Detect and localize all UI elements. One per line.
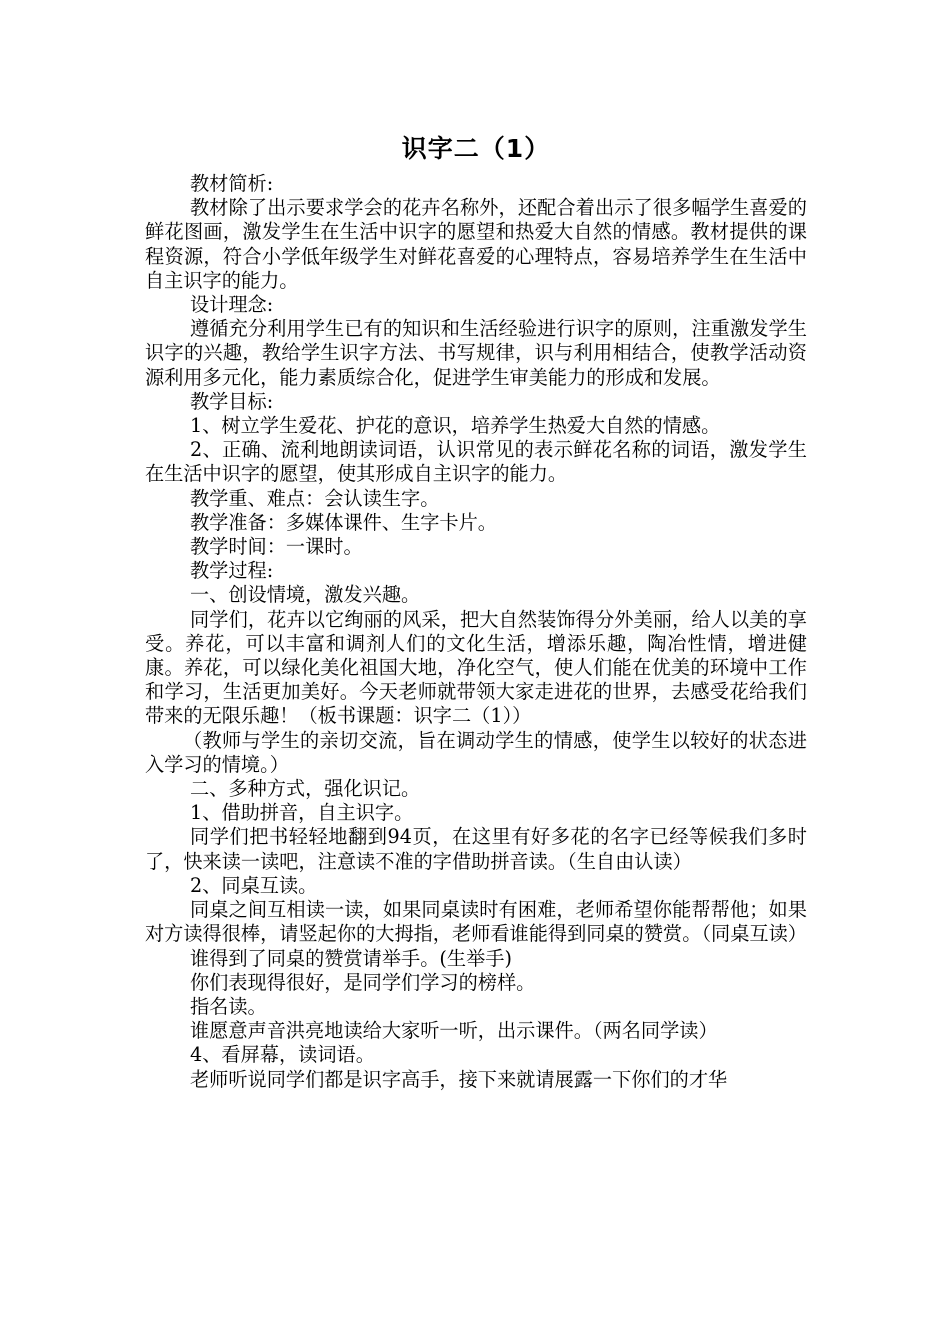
- paragraph: 1、树立学生爱花、护花的意识，培养学生热爱大自然的情感。: [190, 414, 721, 438]
- paragraph: 二、多种方式，强化识记。: [190, 777, 421, 801]
- paragraph: 同桌之间互相读一读，如果同桌读时有困难，老师希望你能帮帮他；如果对方读得很棒，请竖起你的大拇指，老师看谁能得到同桌的赞赏。（同桌互读）: [145, 898, 807, 946]
- paragraph: 老师听说同学们都是识字高手，接下来就请展露一下你们的才华: [190, 1067, 728, 1091]
- paragraph: 1、借助拼音，自主识字。: [190, 801, 414, 825]
- paragraph: 同学们，花卉以它绚丽的风采，把大自然装饰得分外美丽，给人以美的享受。养花，可以丰富和调剂人们的文化生活，增添乐趣，陶冶性情，增进健康。养花，可以绿化美化祖国大地，净化空气，使人们能在优美的环境中工作和学习，生活更加美好。今天老师就带领大家走进花的世界，去感受花给我们带来的无限乐趣！（板书课题：识字二（1））: [145, 607, 807, 728]
- paragraph: 一、创设情境，激发兴趣。: [190, 583, 421, 607]
- paragraph: 指名读。: [190, 994, 267, 1018]
- paragraph: （教师与学生的亲切交流，旨在调动学生的情感，使学生以较好的状态进入学习的情境。）: [145, 728, 807, 776]
- paragraph: 设计理念:: [190, 293, 274, 317]
- paragraph: 谁愿意声音洪亮地读给大家听一听，出示课件。（两名同学读）: [190, 1019, 718, 1043]
- document-page: [145, 130, 807, 1092]
- document-body: [145, 172, 807, 1092]
- paragraph: 教学准备：多媒体课件、生字卡片。: [190, 510, 497, 534]
- page-title: 识字二（1）: [401, 134, 551, 163]
- paragraph: 教材除了出示要求学会的花卉名称外，还配合着出示了很多幅学生喜爱的鲜花图画，激发学生在生活中识字的愿望和热爱大自然的情感。教材提供的课程资源，符合小学低年级学生对鲜花喜爱的心理特点，容易培养学生在生活中自主识字的能力。: [145, 196, 807, 292]
- paragraph: 教学时间：一课时。: [190, 535, 363, 559]
- paragraph: 2、正确、流利地朗读词语，认识常见的表示鲜花名称的词语，激发学生在生活中识字的愿望，使其形成自主识字的能力。: [145, 438, 807, 486]
- paragraph: 2、同桌互读。: [190, 873, 318, 897]
- paragraph: 同学们把书轻轻地翻到94页，在这里有好多花的名字已经等候我们多时了，快来读一读吧，注意读不准的字借助拼音读。（生自由认读）: [145, 825, 807, 873]
- paragraph: 教学重、难点：会认读生字。: [190, 486, 440, 510]
- paragraph: 教材简析:: [190, 172, 274, 195]
- paragraph: 教学目标:: [190, 389, 274, 413]
- paragraph: 4、看屏幕，读词语。: [190, 1043, 375, 1067]
- paragraph: 遵循充分利用学生已有的知识和生活经验进行识字的原则，注重激发学生识字的兴趣，教给学生识字方法、书写规律，识与利用相结合，使教学活动资源利用多元化，能力素质综合化，促进学生审美能力的形成和发展。: [145, 317, 807, 389]
- paragraph: 你们表现得很好，是同学们学习的榜样。: [190, 970, 536, 994]
- paragraph: 教学过程:: [190, 559, 274, 583]
- paragraph: 谁得到了同桌的赞赏请举手。(生举手): [190, 946, 512, 970]
